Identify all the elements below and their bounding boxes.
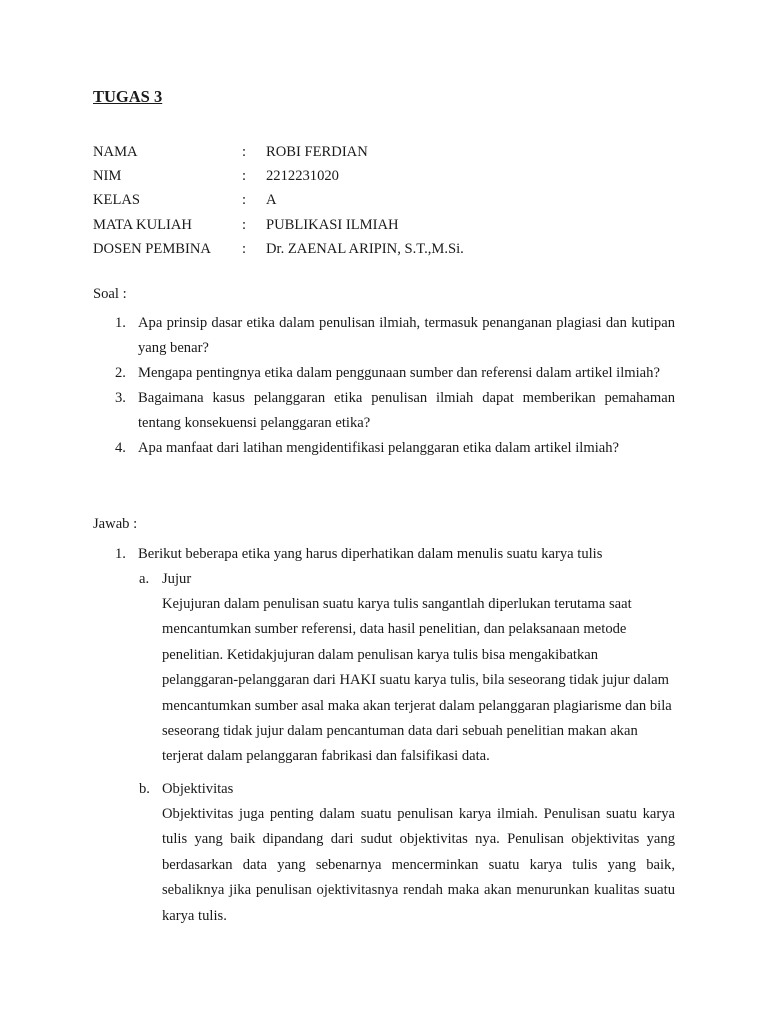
identity-row-nama (93, 140, 464, 164)
sub-item-letter: a. (139, 571, 150, 587)
sub-item-paragraph: Objektivitas juga penting dalam suatu penulisan karya ilmiah. Penulisan suatu karya tulis yang baik dipandang dari sudut objektivitas nya. Penulisan objektivitas yang berdasarkan data yang sebenarnya mencerminkan suatu karya tulis yang baik, sebaliknya jika penulisan ojektivitasnya rendah maka akan menurunkan kualitas suatu karya tulis. (162, 806, 675, 924)
jawab-heading: Jawab : (93, 516, 138, 532)
identity-colon: : (242, 143, 247, 160)
identity-colon: : (242, 241, 247, 258)
sub-item-header (139, 567, 675, 592)
question-number: 1. (115, 315, 126, 331)
identity-colon: : (242, 192, 247, 209)
question-number: 2. (115, 365, 126, 381)
question-number: 3. (115, 390, 126, 406)
question-text: Apa prinsip dasar etika dalam penulisan ilmiah, termasuk penanganan plagiasi dan kutipan yang benar? (138, 315, 675, 356)
sub-item-letter: b. (139, 781, 150, 797)
document-title: TUGAS 3 (93, 87, 163, 106)
list-item (115, 361, 675, 386)
question-text: Mengapa pentingnya etika dalam penggunaan sumber dan referensi dalam artikel ilmiah? (138, 365, 660, 381)
identity-label: NAMA (93, 143, 138, 160)
answer-text: Berikut beberapa etika yang harus diperhatikan dalam menulis suatu karya tulis (138, 546, 603, 562)
identity-value: A (266, 192, 277, 209)
sub-item-heading: Jujur (162, 571, 192, 587)
identity-colon: : (242, 168, 247, 185)
answer-sub-item-a (139, 567, 675, 770)
question-text: Bagaimana kasus pelanggaran etika penulisan ilmiah dapat memberikan pemahaman tentang konsekuensi pelanggaran etika? (138, 390, 675, 431)
list-item (115, 542, 675, 567)
question-number: 4. (115, 440, 126, 456)
soal-heading: Soal : (93, 286, 127, 302)
identity-label: MATA KULIAH (93, 216, 192, 233)
identity-block (93, 140, 464, 262)
sub-item-heading: Objektivitas (162, 781, 234, 797)
question-text: Apa manfaat dari latihan mengidentifikasi pelanggaran etika dalam artikel ilmiah? (138, 440, 619, 456)
identity-row-kelas (93, 189, 464, 213)
list-item (115, 386, 675, 436)
identity-row-nim (93, 164, 464, 188)
identity-value: 2212231020 (266, 168, 339, 185)
identity-label: DOSEN PEMBINA (93, 241, 211, 258)
identity-colon: : (242, 216, 247, 233)
sub-item-header (139, 777, 675, 802)
identity-value: PUBLIKASI ILMIAH (266, 216, 399, 233)
answer-list (115, 542, 675, 567)
identity-row-dosen-pembina (93, 238, 464, 262)
list-item (115, 436, 675, 461)
identity-row-mata-kuliah (93, 213, 464, 237)
identity-value: ROBI FERDIAN (266, 143, 368, 160)
identity-label: KELAS (93, 192, 141, 209)
answer-number: 1. (115, 546, 126, 562)
answer-sub-item-b (139, 777, 675, 929)
list-item (115, 311, 675, 361)
identity-label: NIM (93, 168, 122, 185)
question-list (115, 311, 675, 461)
identity-value: Dr. ZAENAL ARIPIN, S.T.,M.Si. (266, 241, 464, 258)
sub-item-paragraph: Kejujuran dalam penulisan suatu karya tulis sangantlah diperlukan terutama saat mencantumkan sumber referensi, data hasil penelitian, dan pelaksanaan metode penelitian. Ketidakjujuran dalam penulisan karya tulis bisa mengakibatkan pelanggaran-pelanggaran dari HAKI suatu karya tulis, bila seseorang tidak jujur dalam mencantumkan sumber asal maka akan terjerat dalam pelanggaran plagiarisme dan bila seseorang tidak jujur dalam pencantuman data dari sebuah penelitian makan akan terjerat dalam pelanggaran fabrikasi dan falsifikasi data. (162, 596, 672, 765)
